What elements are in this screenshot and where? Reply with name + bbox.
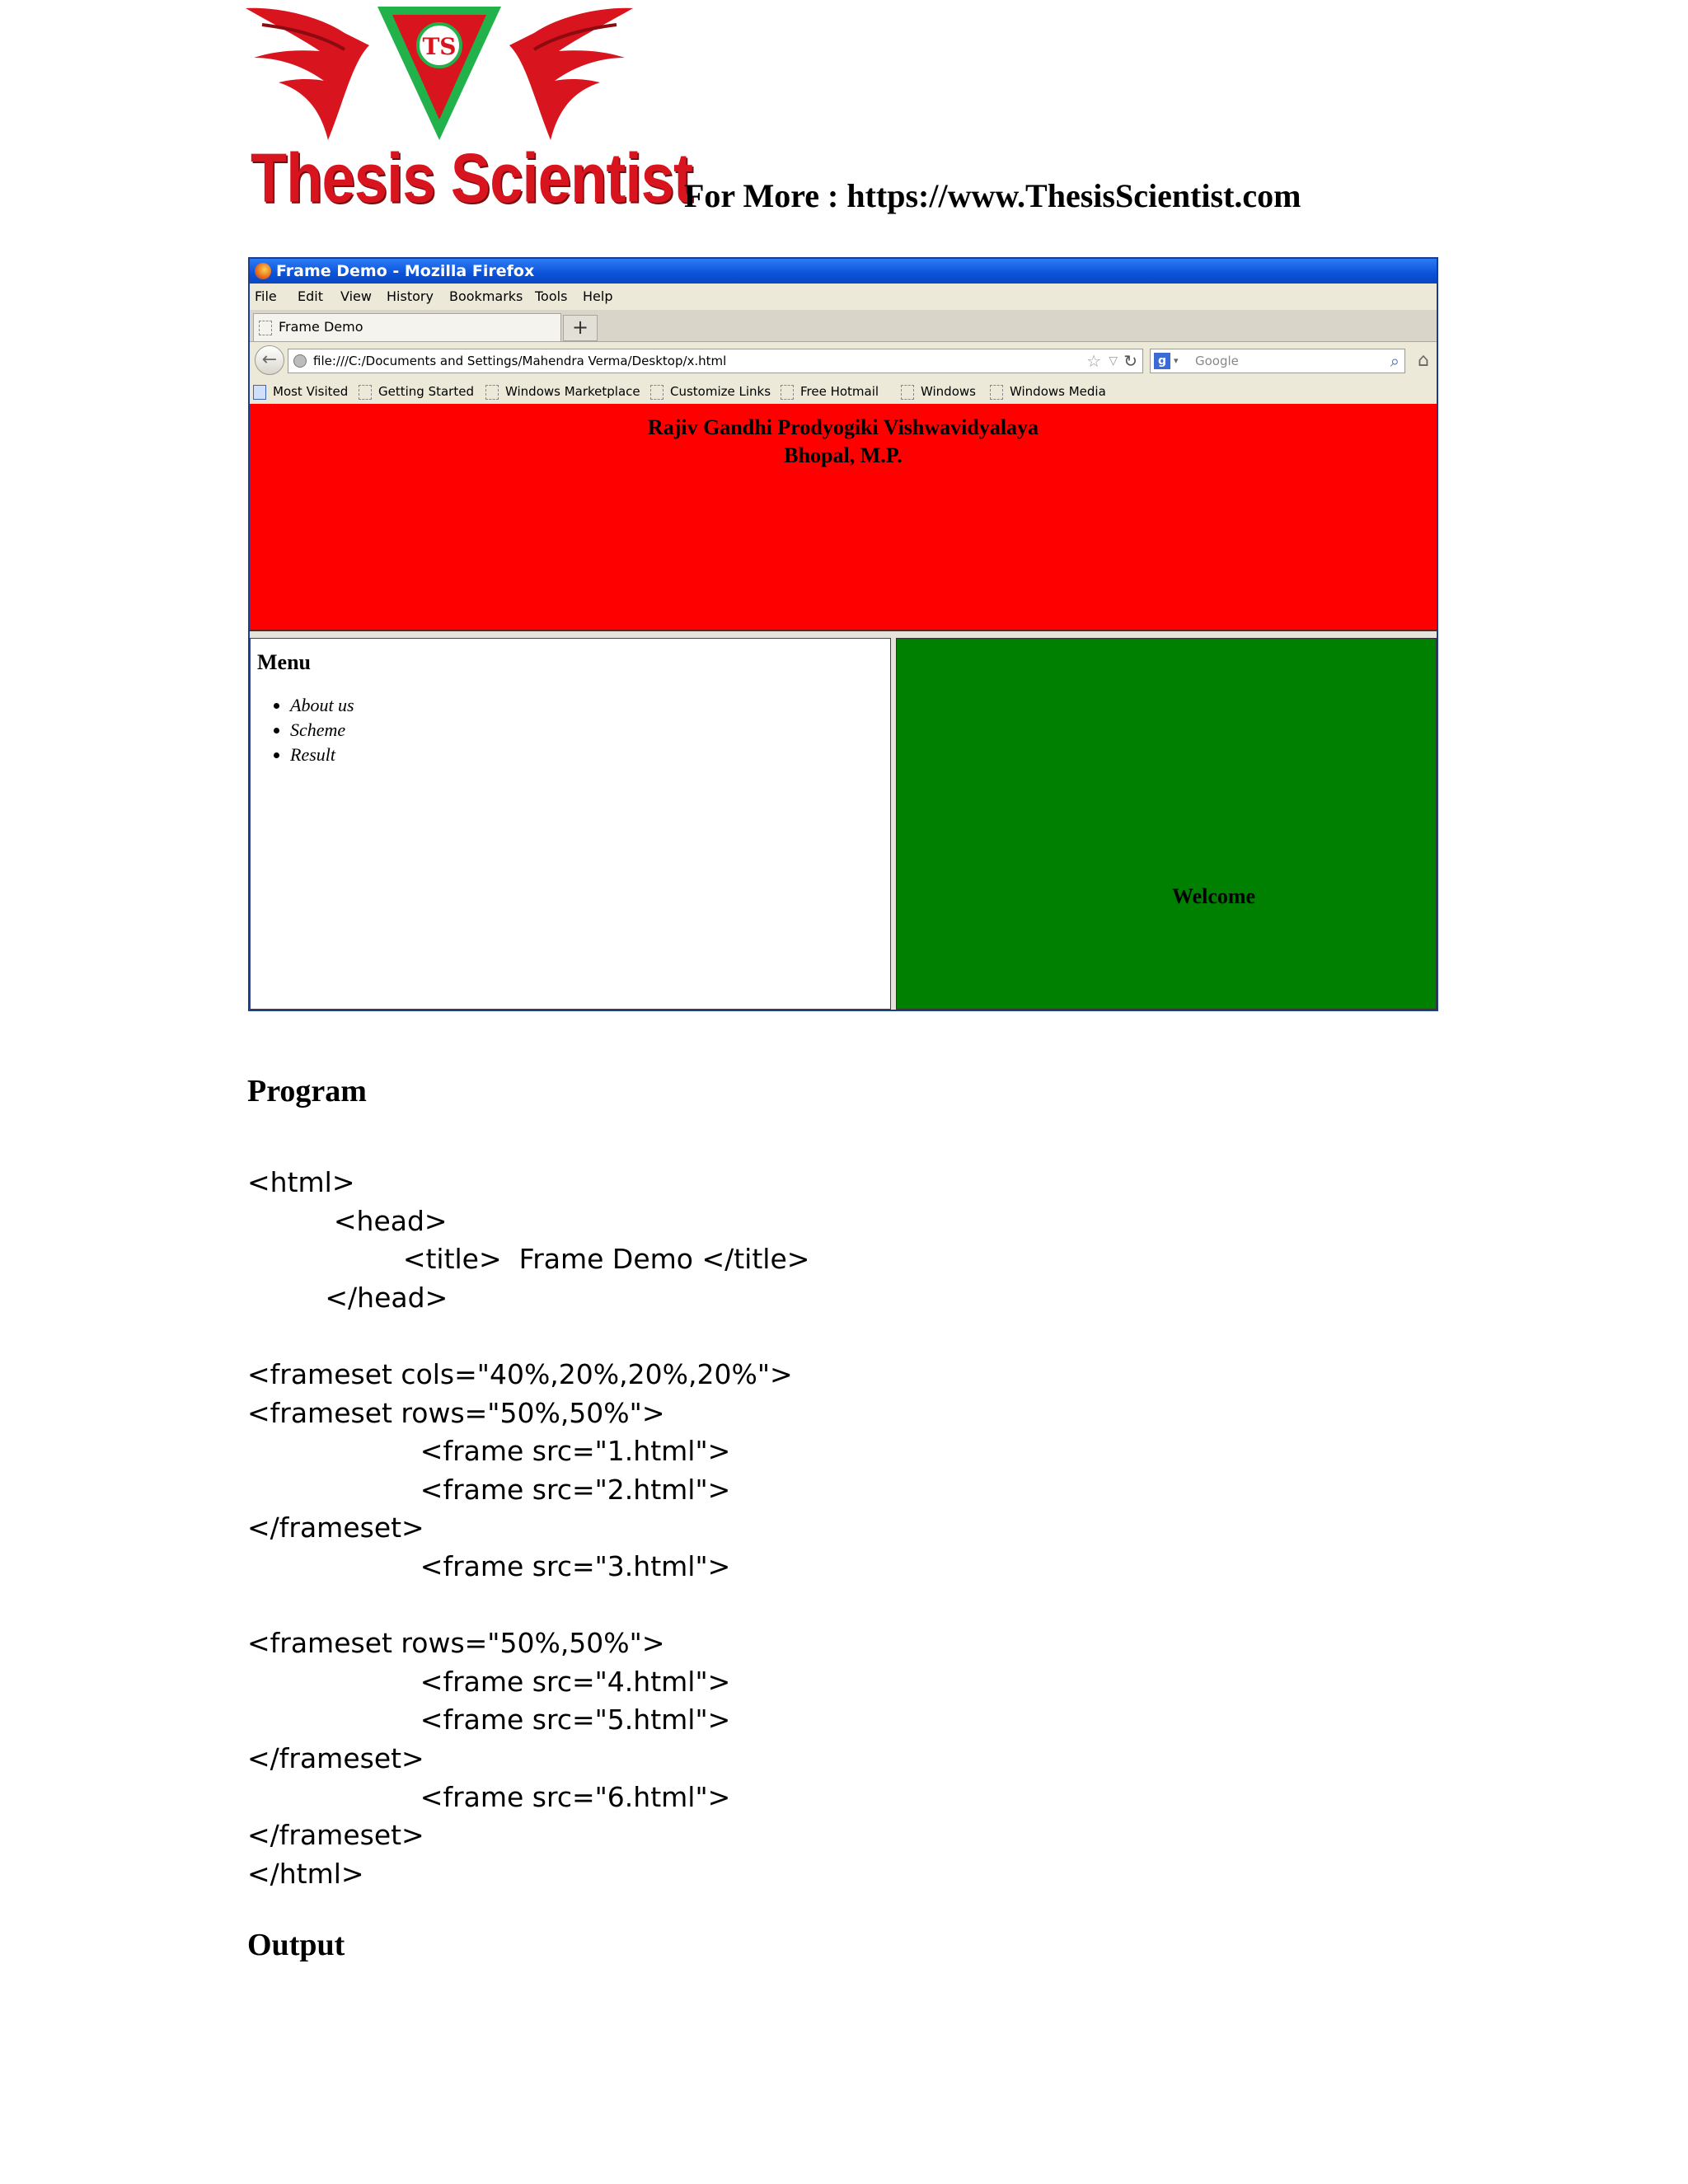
new-tab-button[interactable]: +	[563, 315, 598, 341]
menu-item-about-us[interactable]: • About us	[290, 693, 354, 718]
menu-help[interactable]: Help	[583, 288, 613, 304]
bookmark-icon	[359, 385, 372, 400]
menu-heading: Menu	[257, 650, 311, 674]
code-line: <frame src="1.html">	[247, 1435, 731, 1468]
star-icon[interactable]: ☆	[1086, 351, 1101, 371]
university-name: Rajiv Gandhi Prodyogiki Vishwavidyalaya	[647, 415, 1039, 439]
code-line	[247, 1317, 809, 1356]
magnifier-icon[interactable]: ⌕	[1390, 351, 1400, 371]
code-line: <head>	[247, 1204, 448, 1237]
menu-tools[interactable]: Tools	[535, 288, 568, 304]
welcome-text: Welcome	[1172, 884, 1256, 908]
code-line: <title> Frame Demo </title>	[247, 1243, 810, 1276]
browser-window	[248, 257, 1438, 1011]
menu-item-result[interactable]: • Result	[290, 743, 354, 767]
tab-frame-demo[interactable]	[253, 313, 561, 341]
home-icon[interactable]: ⌂	[1418, 350, 1429, 371]
code-listing	[247, 1164, 809, 1893]
code-line	[247, 1586, 809, 1625]
globe-icon	[293, 354, 307, 368]
code-line: <frame src="5.html">	[247, 1704, 731, 1736]
page-content	[250, 404, 1437, 1010]
university-location: Bhopal, M.P.	[784, 443, 903, 467]
bookmark-icon	[650, 385, 663, 400]
bookmark-windows[interactable]: Windows	[901, 379, 976, 404]
most-visited-icon	[253, 385, 266, 400]
website-link[interactable]: For More : https://www.ThesisScientist.com	[684, 177, 1301, 214]
logo-brand-text: Thesis Scientist	[251, 139, 693, 217]
thesis-scientist-logo	[246, 0, 693, 223]
menu-list	[257, 693, 354, 767]
code-line: <frame src="2.html">	[247, 1473, 731, 1506]
page-icon	[259, 321, 272, 335]
menu-item-scheme[interactable]: • Scheme	[290, 718, 354, 743]
code-line: </frameset>	[247, 1511, 424, 1544]
search-placeholder: Google	[1195, 354, 1239, 368]
url-text: file:///C:/Documents and Settings/Mahendra Verma/Desktop/x.html	[313, 354, 727, 368]
code-line: <frame src="3.html">	[247, 1549, 731, 1582]
search-engine-dropdown-icon[interactable]: ▾	[1174, 355, 1179, 366]
url-bar[interactable]	[288, 349, 1143, 373]
dropdown-icon[interactable]: ▽	[1109, 354, 1118, 368]
bookmark-customize-links[interactable]: Customize Links	[650, 379, 771, 404]
code-line: <frameset rows="50%,50%">	[247, 1627, 665, 1660]
search-bar[interactable]	[1150, 349, 1405, 373]
bookmark-windows-media[interactable]: Windows Media	[990, 379, 1106, 404]
code-line: <html>	[247, 1166, 355, 1198]
menu-history[interactable]: History	[387, 288, 434, 304]
navigation-bar	[250, 342, 1437, 378]
menu-view[interactable]: View	[340, 288, 372, 304]
program-heading: Program	[247, 1074, 367, 1108]
frame-welcome-green	[896, 638, 1437, 1010]
back-arrow-icon[interactable]: ←	[255, 345, 284, 375]
code-line: </head>	[247, 1281, 448, 1314]
code-line: </frameset>	[247, 1819, 424, 1852]
firefox-icon	[255, 263, 271, 279]
emblem-letters: TS	[422, 33, 457, 60]
window-title: Frame Demo - Mozilla Firefox	[276, 262, 535, 280]
code-line: <frame src="4.html">	[247, 1665, 731, 1698]
menu-bar	[250, 284, 1437, 310]
bookmark-windows-marketplace[interactable]: Windows Marketplace	[485, 379, 640, 404]
bookmark-getting-started[interactable]: Getting Started	[359, 379, 474, 404]
reload-icon[interactable]: ↻	[1123, 351, 1137, 371]
menu-bookmarks[interactable]: Bookmarks	[449, 288, 523, 304]
bookmark-icon	[485, 385, 499, 400]
menu-file[interactable]: File	[255, 288, 277, 304]
logo-emblem-icon	[246, 0, 633, 144]
bookmarks-toolbar	[250, 379, 1437, 404]
frame-menu	[250, 638, 891, 1010]
bookmark-icon	[901, 385, 914, 400]
frame-top-red	[250, 404, 1437, 631]
bookmark-icon	[781, 385, 794, 400]
code-line: </html>	[247, 1857, 364, 1890]
google-icon[interactable]: g	[1154, 353, 1170, 369]
frame-divider-horizontal[interactable]	[250, 631, 1437, 638]
bookmark-icon	[990, 385, 1003, 400]
code-line: <frameset rows="50%,50%">	[247, 1396, 665, 1429]
bookmark-most-visited[interactable]: Most Visited	[253, 379, 348, 404]
code-line: </frameset>	[247, 1741, 424, 1774]
code-line: <frameset cols="40%,20%,20%,20%">	[247, 1357, 793, 1390]
bookmark-free-hotmail[interactable]: Free Hotmail	[781, 379, 879, 404]
menu-edit[interactable]: Edit	[298, 288, 323, 304]
output-heading: Output	[247, 1928, 345, 1962]
tab-title: Frame Demo	[279, 319, 363, 335]
tab-strip	[250, 310, 1437, 342]
window-titlebar	[250, 259, 1437, 284]
code-line: <frame src="6.html">	[247, 1780, 731, 1813]
